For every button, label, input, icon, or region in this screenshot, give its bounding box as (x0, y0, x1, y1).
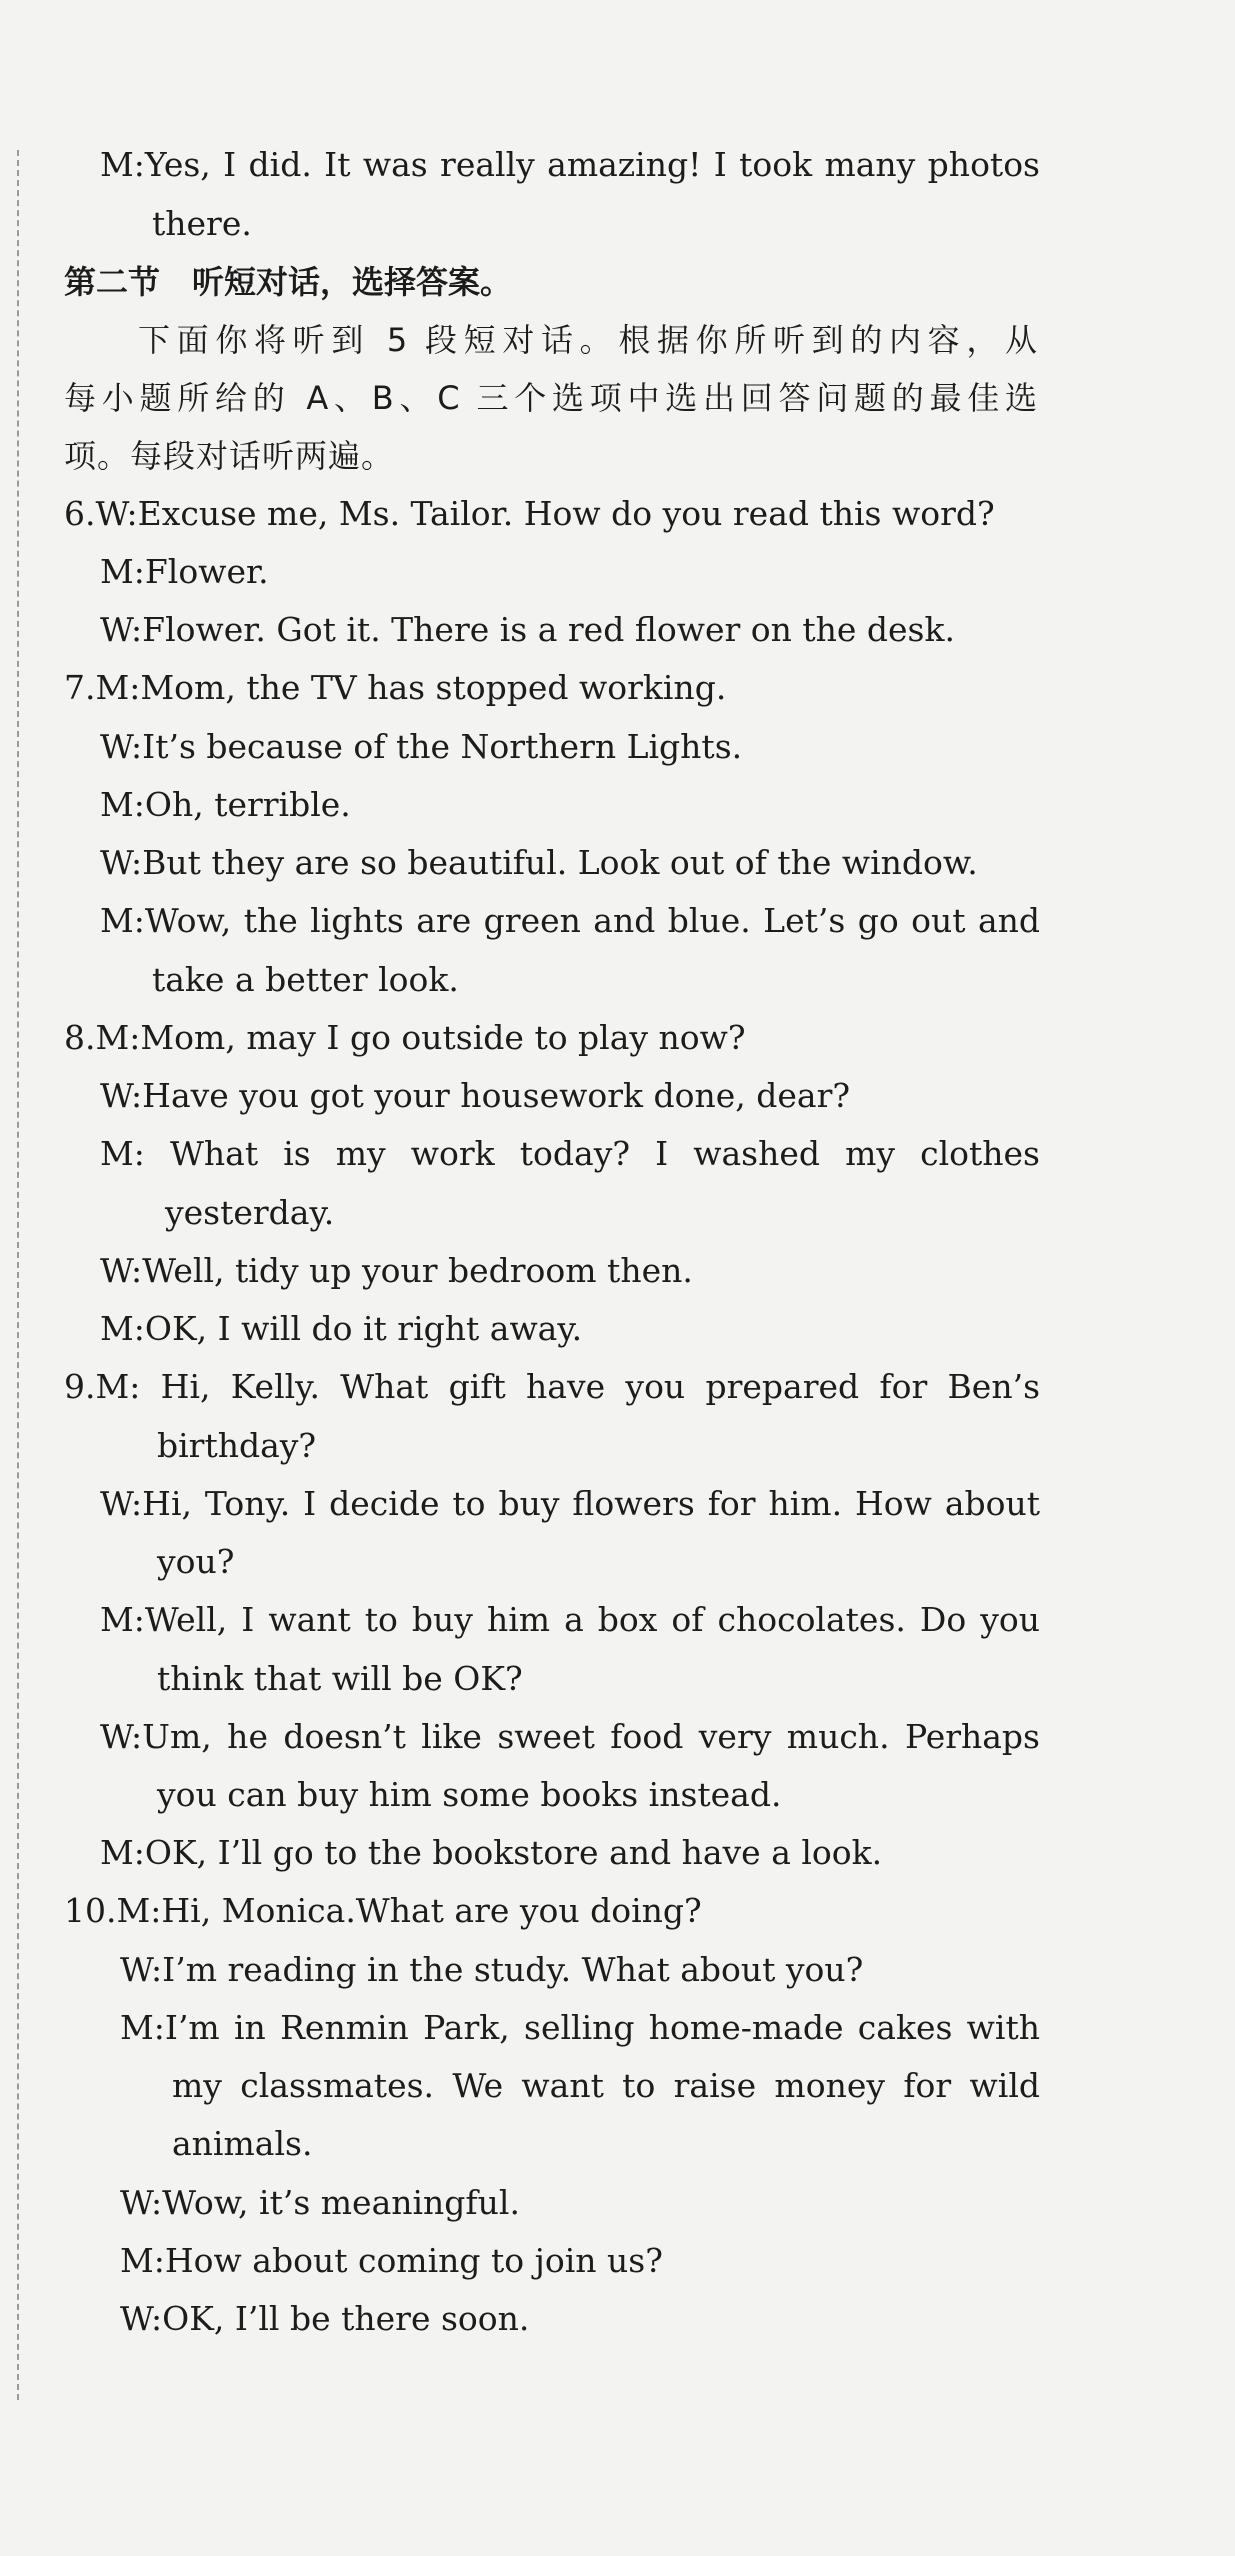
text-line: yesterday. (165, 1193, 335, 1232)
text-line: W:Wow, it’s meaningful. (120, 2183, 520, 2222)
text-line: W:It’s because of the Northern Lights. (100, 727, 743, 766)
text-line: M:Oh, terrible. (100, 785, 351, 824)
binding-margin-dashed-line (17, 150, 19, 2400)
text-line: 8.M:Mom, may I go outside to play now? (64, 1018, 746, 1057)
text-line: 7.M:Mom, the TV has stopped working. (64, 668, 727, 707)
text-line: 项。每段对话听两遍。 (64, 437, 395, 475)
text-line: you? (157, 1542, 235, 1581)
text-line: 每小题所给的 A、B、C 三个选项中选出回答问题的最佳选 (64, 379, 1038, 417)
text-line: W:Flower. Got it. There is a red flower on the desk. (100, 610, 955, 649)
text-line: M:Well, I want to buy him a box of chocolates. Do you (100, 1600, 1040, 1639)
text-line: M:OK, I’ll go to the bookstore and have a look. (100, 1833, 883, 1872)
text-line: M:I’m in Renmin Park, selling home-made cakes with (120, 2008, 1040, 2047)
text-line: W:Hi, Tony. I decide to buy flowers for him. How about (100, 1484, 1040, 1523)
text-line: M:Yes, I did. It was really amazing! I took many photos (100, 145, 1040, 184)
text-line: animals. (172, 2124, 313, 2163)
text-line: 第二节 听短对话，选择答案。 (64, 263, 513, 301)
text-line: there. (152, 204, 252, 243)
text-line: take a better look. (152, 960, 459, 999)
text-line: M:Wow, the lights are green and blue. Let’s go out and (100, 901, 1040, 940)
text-line: birthday? (157, 1426, 317, 1465)
text-line: 9.M: Hi, Kelly. What gift have you prepared for Ben’s (64, 1367, 1040, 1406)
text-line: my classmates. We want to raise money for wild (172, 2066, 1040, 2105)
text-line: 10.M:Hi, Monica.What are you doing? (64, 1891, 702, 1930)
text-line: W:OK, I’ll be there soon. (120, 2299, 530, 2338)
text-line: W:But they are so beautiful. Look out of the window. (100, 843, 978, 882)
text-line: W:Um, he doesn’t like sweet food very much. Perhaps (100, 1717, 1040, 1756)
text-line: W:Have you got your housework done, dear? (100, 1076, 851, 1115)
text-line: M:OK, I will do it right away. (100, 1309, 583, 1348)
text-line: M:How about coming to join us? (120, 2241, 663, 2280)
text-line: you can buy him some books instead. (157, 1775, 782, 1814)
text-line: M:Flower. (100, 552, 269, 591)
text-line: W:I’m reading in the study. What about you? (120, 1950, 864, 1989)
text-line: W:Well, tidy up your bedroom then. (100, 1251, 693, 1290)
text-line: 6.W:Excuse me, Ms. Tailor. How do you read this word? (64, 494, 995, 533)
text-line: M: What is my work today? I washed my clothes (100, 1134, 1040, 1173)
text-line: think that will be OK? (157, 1659, 523, 1698)
text-line: 下面你将听到 5 段短对话。根据你所听到的内容，从 (138, 321, 1038, 359)
